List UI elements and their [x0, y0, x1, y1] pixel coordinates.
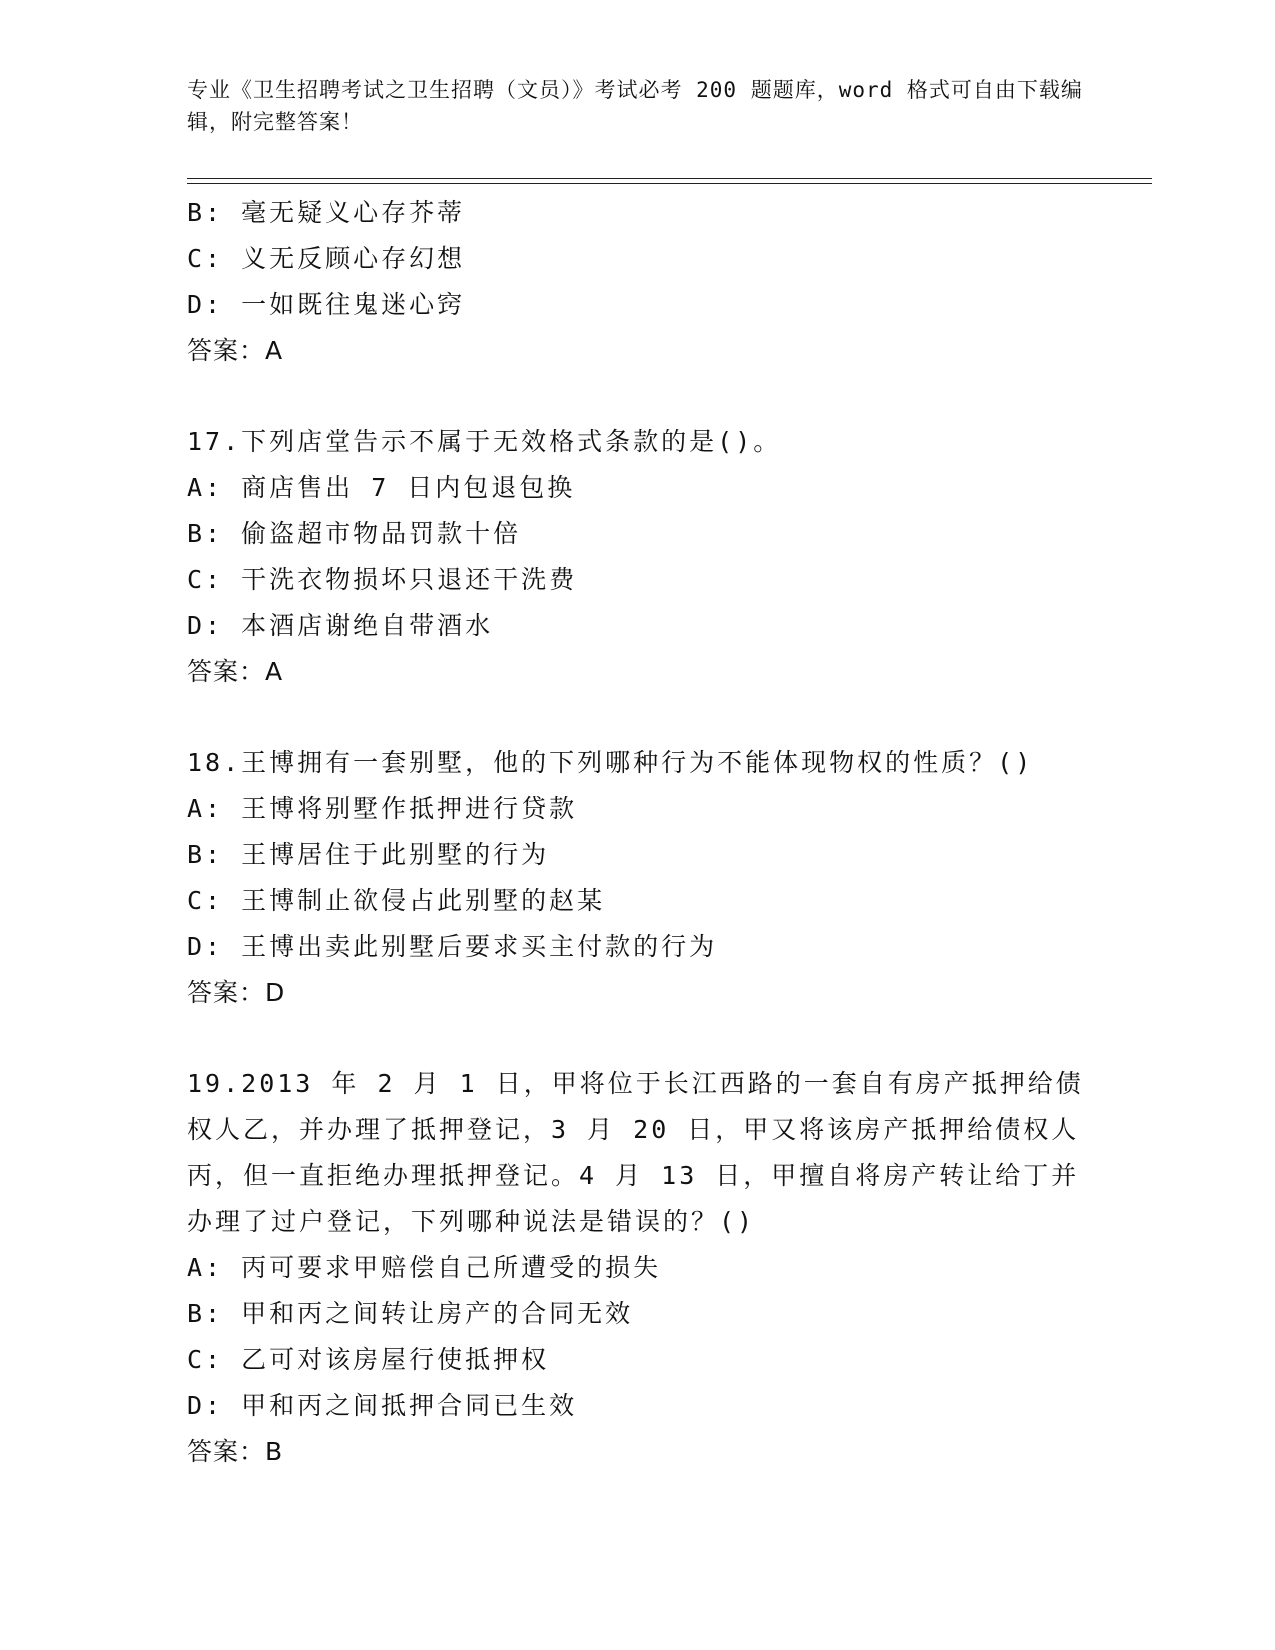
answer-line: 答案：D [187, 978, 286, 1007]
option-line: A: 王博将别墅作抵押进行贷款 [187, 794, 578, 823]
option-line: C: 王博制止欲侵占此别墅的赵某 [187, 886, 606, 915]
option-line: D: 本酒店谢绝自带酒水 [187, 611, 494, 640]
question-text: 18.王博拥有一套别墅，他的下列哪种行为不能体现物权的性质？() [187, 748, 1034, 777]
answer-line: 答案：A [187, 336, 284, 365]
option-line: D: 王博出卖此别墅后要求买主付款的行为 [187, 932, 718, 961]
option-line: B: 偷盗超市物品罚款十倍 [187, 519, 522, 548]
option-line: A: 丙可要求甲赔偿自己所遭受的损失 [187, 1253, 662, 1282]
answer-line: 答案：B [187, 1437, 284, 1466]
header-divider-top [187, 178, 1152, 179]
document-body [187, 190, 1107, 1475]
header-divider-bottom [187, 183, 1152, 184]
option-line: C: 乙可对该房屋行使抵押权 [187, 1345, 550, 1374]
document-header: 专业《卫生招聘考试之卫生招聘（文员）》考试必考 200 题题库，word 格式可自由下载编辑，附完整答案！ [187, 78, 1083, 134]
option-line: B: 毫无疑义心存芥蒂 [187, 198, 466, 227]
option-line: C: 干洗衣物损坏只退还干洗费 [187, 565, 578, 594]
option-line: C: 义无反顾心存幻想 [187, 244, 466, 273]
option-line: B: 甲和丙之间转让房产的合同无效 [187, 1299, 634, 1328]
option-line: D: 一如既往鬼迷心窍 [187, 290, 466, 319]
question-text: 17.下列店堂告示不属于无效格式条款的是()。 [187, 427, 782, 456]
question-text: 19.2013 年 2 月 1 日，甲将位于长江西路的一套自有房产抵押给债权人乙，并办理了抵押登记，3 月 20 日，甲又将该房产抵押给债权人丙，但一直拒绝办理抵押登记。4 月 13 日，甲擅自将房产转让给丁并办理了过户登记，下列哪种说法是错误的？() [187, 1069, 1084, 1236]
option-line: D: 甲和丙之间抵押合同已生效 [187, 1391, 578, 1420]
answer-line: 答案：A [187, 657, 284, 686]
option-line: A: 商店售出 7 日内包退包换 [187, 473, 576, 502]
option-line: B: 王博居住于此别墅的行为 [187, 840, 550, 869]
